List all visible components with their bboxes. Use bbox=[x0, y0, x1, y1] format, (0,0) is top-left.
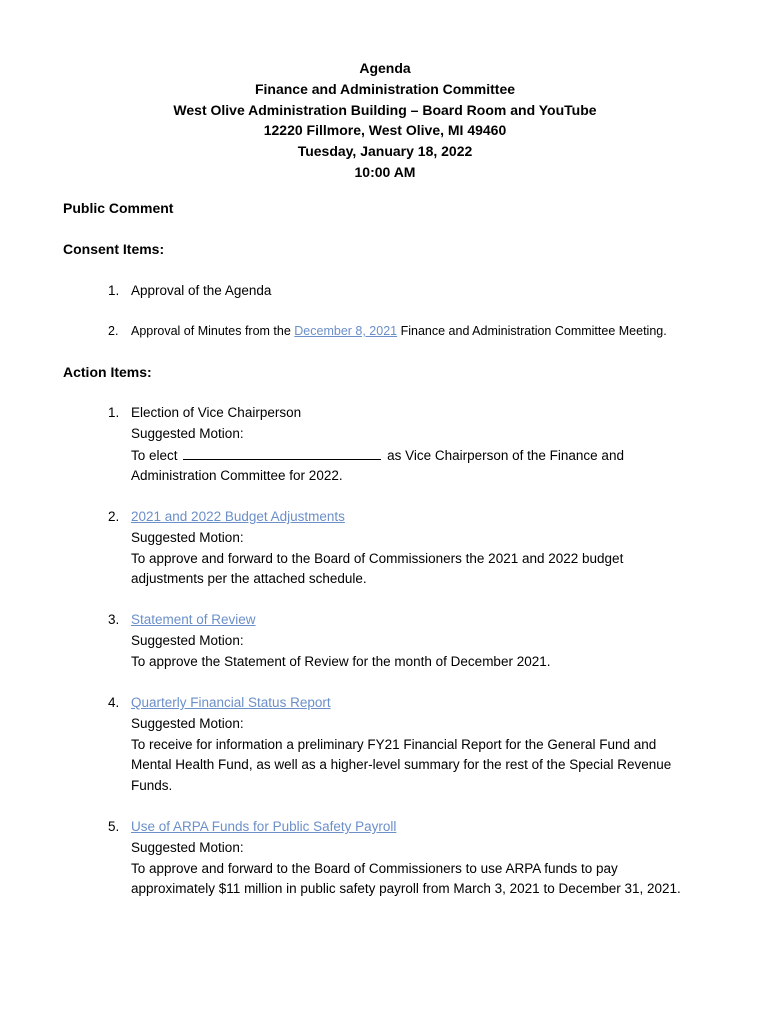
consent-item-text-suffix: Finance and Administration Committee Meeting. bbox=[397, 324, 667, 338]
action-item-title: Election of Vice Chairperson bbox=[131, 405, 302, 420]
item-number: 1. bbox=[108, 405, 120, 420]
header-title: Agenda bbox=[359, 60, 411, 76]
consent-item-text-prefix: Approval of Minutes from the bbox=[131, 324, 295, 338]
item-number: 2. bbox=[108, 509, 120, 524]
motion-text: To approve and forward to the Board of Commissioners the 2021 and 2022 budget bbox=[131, 550, 624, 566]
header-committee: Finance and Administration Committee bbox=[254, 80, 516, 97]
motion-text: Funds. bbox=[131, 778, 173, 794]
motion-text: adjustments per the attached schedule. bbox=[131, 571, 367, 587]
motion-text: Administration Committee for 2022. bbox=[131, 468, 343, 484]
item-number: 1. bbox=[108, 283, 120, 298]
item-number: 2. bbox=[108, 324, 119, 338]
motion-text-prefix: To elect bbox=[131, 447, 178, 463]
motion-text: approximately $11 million in public safety payroll from March 3, 2021 to December 31, 2021. bbox=[131, 881, 681, 897]
header-date: Tuesday, January 18, 2022 bbox=[297, 143, 473, 160]
name-blank-line bbox=[183, 445, 381, 460]
action-items-heading: Action Items: bbox=[63, 364, 152, 380]
motion-text: Mental Health Fund, as well as a higher-level summary for the rest of the Special Revenue bbox=[131, 757, 672, 773]
public-comment-heading: Public Comment bbox=[63, 200, 174, 216]
header-time: 10:00 AM bbox=[354, 163, 416, 180]
budget-adjustments-link[interactable]: 2021 and 2022 Budget Adjustments bbox=[131, 509, 345, 524]
motion-text: To receive for information a preliminary FY21 Financial Report for the General Fund and bbox=[131, 736, 657, 752]
quarterly-report-link[interactable]: Quarterly Financial Status Report bbox=[131, 695, 331, 710]
motion-text-suffix: as Vice Chairperson of the Finance and bbox=[387, 447, 624, 463]
consent-item-text: Approval of the Agenda bbox=[131, 283, 272, 298]
motion-text: To approve the Statement of Review for the month of December 2021. bbox=[131, 653, 551, 669]
item-number: 4. bbox=[108, 695, 120, 710]
header-address: 12220 Fillmore, West Olive, MI 49460 bbox=[263, 122, 507, 139]
suggested-motion-label: Suggested Motion: bbox=[131, 839, 244, 855]
suggested-motion-label: Suggested Motion: bbox=[131, 529, 244, 545]
consent-items-heading: Consent Items: bbox=[63, 241, 165, 257]
arpa-funds-link[interactable]: Use of ARPA Funds for Public Safety Payroll bbox=[131, 819, 397, 834]
minutes-link[interactable]: December 8, 2021 bbox=[294, 324, 398, 338]
item-number: 5. bbox=[108, 819, 120, 834]
suggested-motion-label: Suggested Motion: bbox=[131, 715, 244, 731]
motion-text: To approve and forward to the Board of Commissioners to use ARPA funds to pay bbox=[131, 860, 618, 876]
statement-of-review-link[interactable]: Statement of Review bbox=[131, 612, 256, 627]
suggested-motion-label: Suggested Motion: bbox=[131, 425, 244, 441]
header-location: West Olive Administration Building – Board Room and YouTube bbox=[173, 101, 597, 118]
agenda-header bbox=[0, 58, 770, 183]
item-number: 3. bbox=[108, 612, 120, 627]
suggested-motion-label: Suggested Motion: bbox=[131, 632, 244, 648]
